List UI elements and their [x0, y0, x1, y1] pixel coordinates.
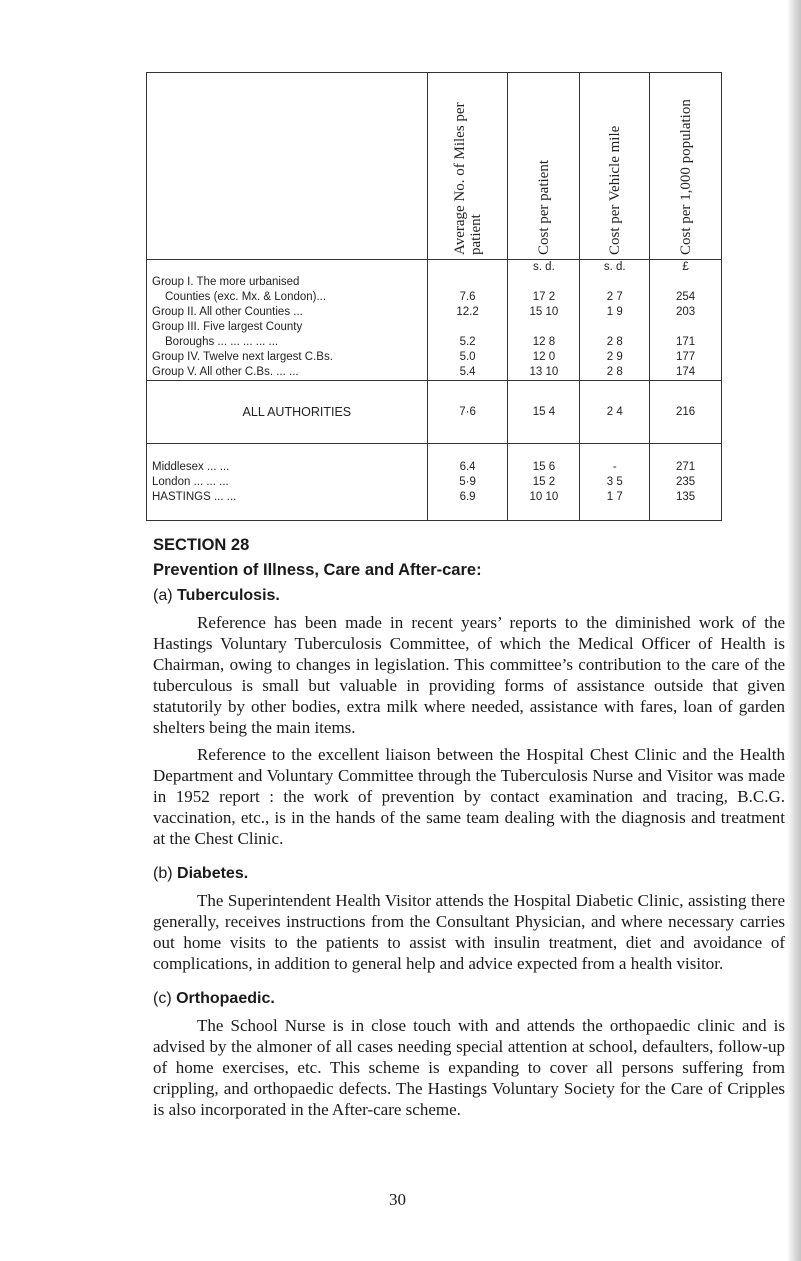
header-cost-vehicle-mile: Cost per Vehicle mile	[606, 125, 623, 255]
section-subtitle: Prevention of Illness, Care and After-care:	[153, 561, 482, 579]
g3-miles: 5.2	[459, 336, 476, 348]
group-1-label-b: Counties (exc. Mx. & London)...	[165, 291, 327, 303]
london-cost-patient: 15 2	[532, 475, 556, 488]
hastings-cost-pop: 135	[675, 490, 696, 503]
g1-cost-mile: 2 7	[606, 291, 623, 303]
section-body	[153, 535, 785, 1120]
area-rows-block	[147, 444, 722, 521]
middlesex-cost-pop: 271	[675, 460, 696, 473]
all-authorities-label: ALL AUTHORITIES	[242, 404, 352, 419]
page-edge-shadow	[787, 0, 801, 1261]
group-3-label-b: Boroughs ... ... ... ... ...	[165, 336, 279, 348]
header-blank-cell	[147, 73, 428, 260]
unit-cost-mile: s. d.	[603, 261, 626, 273]
table-header-row	[147, 73, 722, 260]
group-1-label-a: Group I. The more urbanised	[152, 276, 300, 288]
all-authorities-row	[147, 381, 722, 444]
middlesex-label: Middlesex ... ...	[152, 460, 230, 473]
all-cost-mile: 2 4	[606, 405, 623, 418]
g2-cost-mile: 1 9	[606, 306, 623, 318]
item-a-paragraph-2: Reference to the excellent liaison between the Hospital Chest Clinic and the Health Department and Voluntary Committee through the Tuberculosis Nurse and Visitor was made in 1952 report : the work of prevention by contact examination and tracing, B.C.G. vaccination, etc., is in the hands of the same team dealing with the diagnosis and treatment at the Chest Clinic.	[153, 745, 785, 848]
unit-cost-pop: £	[682, 261, 689, 273]
g4-miles: 5.0	[459, 351, 476, 363]
item-b-heading	[153, 863, 785, 884]
g3-cost-mile: 2 8	[606, 336, 623, 348]
group-2-label: Group II. All other Counties ...	[152, 306, 303, 318]
hastings-cost-patient: 10 10	[529, 490, 559, 503]
page-number: 30	[389, 1190, 406, 1209]
g3-cost-pop: 171	[675, 336, 696, 348]
g5-cost-patient: 13 10	[529, 366, 559, 378]
middlesex-cost-mile: -	[612, 460, 617, 473]
item-a-label: (a)	[153, 587, 173, 604]
g1-cost-patient: 17 2	[532, 291, 556, 303]
group-3-label-a: Group III. Five largest County	[152, 321, 303, 333]
item-c-heading	[153, 988, 785, 1009]
g5-miles: 5.4	[459, 366, 476, 378]
item-b-label: (b)	[153, 865, 173, 882]
g3-cost-patient: 12 8	[532, 336, 556, 348]
all-miles: 7·6	[459, 405, 476, 418]
london-cost-mile: 3 5	[606, 475, 623, 488]
g2-miles: 12.2	[456, 306, 479, 318]
g4-cost-patient: 12 0	[532, 351, 556, 363]
middlesex-miles: 6.4	[459, 460, 476, 473]
unit-miles	[428, 260, 508, 275]
g1-cost-pop: 254	[675, 291, 696, 303]
item-a-title: Tuberculosis.	[177, 587, 280, 604]
item-b-paragraph-1: The Superintendent Health Visitor attends the Hospital Diabetic Clinic, assisting there generally, receives instructions from the Consultant Physician, and where necessary carries out home visits to the patients to assist with insulin treatment, diet and avoidance of complications, in addition to general help and advice expected from a health visitor.	[153, 891, 785, 973]
london-miles: 5·9	[459, 475, 476, 488]
hastings-label: HASTINGS ... ...	[152, 490, 237, 503]
header-cost-patient: Cost per patient	[535, 160, 552, 255]
transport-cost-table	[146, 72, 722, 521]
group-rows-block	[147, 260, 722, 381]
g1-miles: 7.6	[459, 291, 476, 303]
item-c-paragraph-1: The School Nurse is in close touch with and attends the orthopaedic clinic and is advised by the almoner of all cases needing special attention at school, defaulters, follow-up of home exercises, etc. This scheme is expanding to cover all persons suffering from crippling, and orthopaedic defects. The Hastings Voluntary Society for the Care of Cripples is also incorporated in the After-care scheme.	[153, 1016, 785, 1119]
g5-cost-pop: 174	[675, 366, 696, 378]
unit-cost-patient: s. d.	[533, 261, 555, 273]
item-c-label: (c)	[153, 990, 172, 1007]
header-miles: Average No. of Miles per patient	[451, 102, 484, 255]
item-a-heading	[153, 585, 785, 606]
section-title: SECTION 28	[153, 536, 250, 554]
item-a-paragraph-1: Reference has been made in recent years’ reports to the diminished work of the Hastings Voluntary Tuberculosis Committee, of which the Medical Officer of Health is Chairman, owing to changes in legislation. This committee’s contribution to the care of the tuberculous is small but valuable in providing forms of assistance outside that given statutorily by other bodies, extra milk where needed, assistance with fares, loan of garden shelters being the main items.	[153, 613, 785, 737]
g4-cost-mile: 2 9	[606, 351, 623, 363]
hastings-cost-mile: 1 7	[606, 490, 623, 503]
g2-cost-pop: 203	[675, 306, 696, 318]
london-label: London ... ... ...	[152, 475, 229, 488]
middlesex-cost-patient: 15 6	[532, 460, 556, 473]
group-5-label: Group V. All other C.Bs. ... ...	[152, 366, 299, 378]
g2-cost-patient: 15 10	[529, 306, 559, 318]
item-c-title: Orthopaedic.	[176, 990, 275, 1007]
hastings-miles: 6.9	[459, 490, 476, 503]
london-cost-pop: 235	[675, 475, 696, 488]
g4-cost-pop: 177	[675, 351, 696, 363]
g5-cost-mile: 2 8	[606, 366, 623, 378]
item-b-title: Diabetes.	[177, 865, 249, 882]
all-cost-pop: 216	[675, 405, 696, 418]
header-cost-population: Cost per 1,000 population	[677, 99, 694, 255]
all-cost-patient: 15 4	[532, 405, 556, 418]
group-4-label: Group IV. Twelve next largest C.Bs.	[152, 351, 333, 363]
